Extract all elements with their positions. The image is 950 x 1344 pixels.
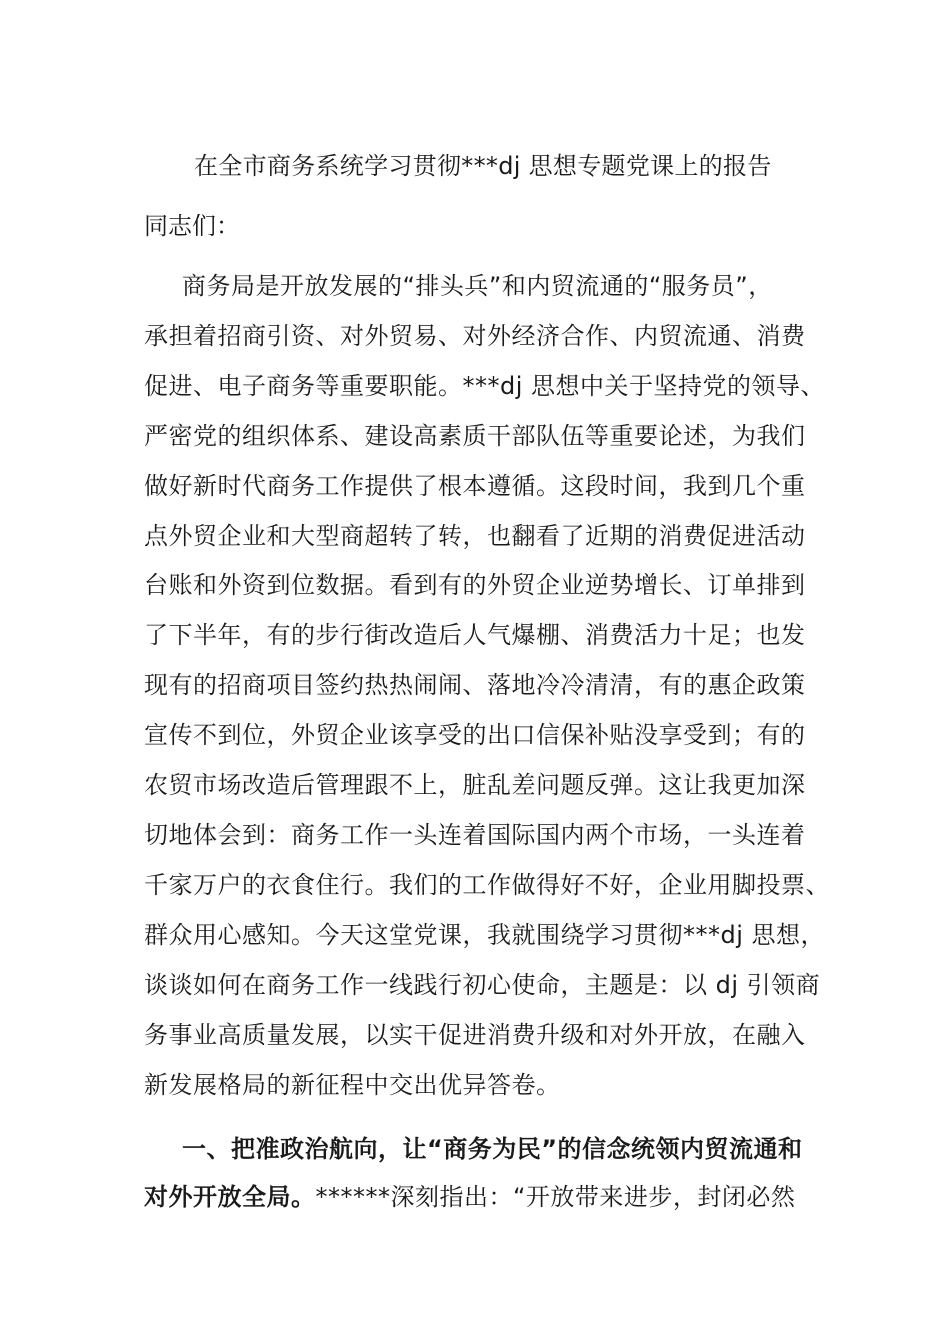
paragraph-line: 千家万户的衣食住行。我们的工作做得好不好，企业用脚投票、: [144, 870, 830, 899]
paragraph-line: 宣传不到位，外贸企业该享受的出口信保补贴没享受到；有的: [144, 721, 806, 750]
paragraph-line: 务事业高质量发展，以实干促进消费升级和对外开放，在融入: [144, 1020, 806, 1049]
document-title: 在全市商务系统学习贯彻***dj 思想专题党课上的报告: [194, 152, 772, 180]
paragraph-line: 点外贸企业和大型商超转了转，也翻看了近期的消费促进活动: [144, 521, 806, 550]
paragraph-line: 商务局是开放发展的“排头兵”和内贸流通的“服务员”，: [182, 272, 773, 300]
salutation: 同志们：: [144, 212, 240, 240]
paragraph-line: 台账和外资到位数据。看到有的外贸企业逆势增长、订单排到: [144, 571, 806, 600]
paragraph-line: 了下半年，有的步行街改造后人气爆棚、消费活力十足；也发: [144, 621, 806, 650]
paragraph-line: 谈谈如何在商务工作一线践行初心使命，主题是：以 dj 引领商: [144, 970, 821, 999]
paragraph-line: 农贸市场改造后管理跟不上，脏乱差问题反弹。这让我更加深: [144, 771, 806, 800]
paragraph-line: 严密党的组织体系、建设高素质干部队伍等重要论述，为我们: [144, 421, 806, 450]
paragraph-line: 切地体会到：商务工作一头连着国际国内两个市场，一头连着: [144, 820, 806, 849]
section-body-start: ******深刻指出：“开放带来进步，封闭必然: [315, 1183, 796, 1211]
section-1: [144, 1125, 824, 1221]
paragraph-line: 承担着招商引资、对外贸易、对外经济合作、内贸流通、消费: [144, 321, 806, 350]
paragraph-line: 现有的招商项目签约热热闹闹、落地冷冷清清，有的惠企政策: [144, 671, 806, 700]
section-heading-continued: [144, 1173, 824, 1221]
paragraph-line: 做好新时代商务工作提供了根本遵循。这段时间，我到几个重: [144, 471, 806, 500]
paragraph-line: 群众用心感知。今天这堂党课，我就围绕学习贯彻***dj 思想，: [144, 920, 826, 949]
paragraph-line: 新发展格局的新征程中交出优异答卷。: [144, 1070, 561, 1099]
paragraph-1: [144, 262, 830, 1110]
paragraph-line: 促进、电子商务等重要职能。***dj 思想中关于坚持党的领导、: [144, 371, 826, 400]
section-heading-end: 对外开放全局。: [144, 1183, 316, 1211]
section-heading: 一、把准政治航向，让“商务为民”的信念统领内贸流通和: [182, 1135, 803, 1163]
